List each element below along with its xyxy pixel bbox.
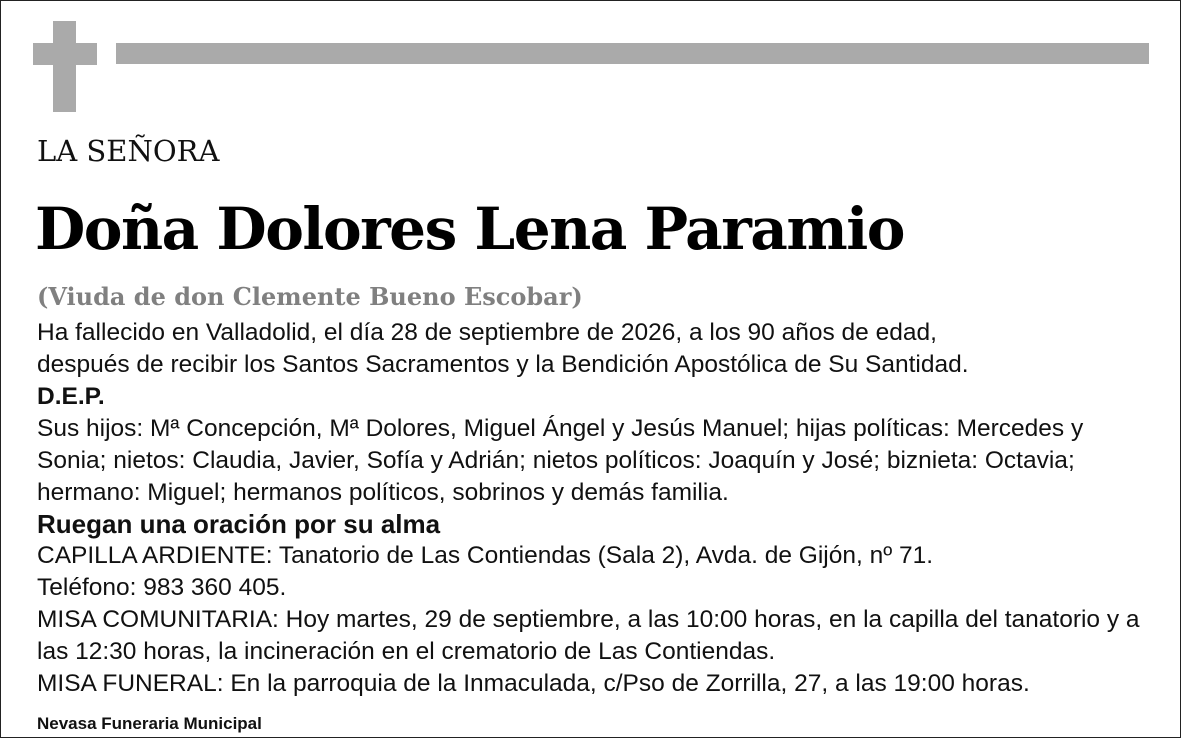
funeral-mass-info: MISA FUNERAL: En la parroquia de la Inmaculada, c/Pso de Zorrilla, 27, a las 19:00 horas. xyxy=(37,670,1030,697)
cross-vertical-bar xyxy=(53,21,76,112)
widow-of-line: (Viuda de don Clemente Bueno Escobar) xyxy=(37,282,583,311)
chapel-info: CAPILLA ARDIENTE: Tanatorio de Las Contiendas (Sala 2), Avda. de Gijón, nº 71. xyxy=(37,542,934,569)
notice-body xyxy=(37,317,1157,700)
deceased-name: Doña Dolores Lena Paramio xyxy=(35,195,904,263)
community-mass-info: MISA COMUNITARIA: Hoy martes, 29 de septiembre, a las 10:00 horas, en la capilla del tanatorio y a las 12:30 horas, la incineración en el crematorio de Las Contiendas. xyxy=(37,606,1140,665)
funeral-home-name: Nevasa Funeraria Municipal xyxy=(37,714,262,733)
dep-label: D.E.P. xyxy=(37,383,105,410)
death-announcement-line-1: Ha fallecido en Valladolid, el día 28 de septiembre de 2026, a los 90 años de edad, xyxy=(37,319,937,346)
header-rule xyxy=(116,43,1149,64)
family-list: Sus hijos: Mª Concepción, Mª Dolores, Miguel Ángel y Jesús Manuel; hijas políticas: Mercedes y Sonia; nietos: Claudia, Javier, Sofía y Adrián; nietos políticos: Joaquín y José; biznieta: Octavia; hermano: Miguel; hermanos políticos, sobrinos y demás familia. xyxy=(37,415,1084,506)
prayer-request: Ruegan una oración por su alma xyxy=(37,509,441,539)
cross-horizontal-bar xyxy=(33,43,97,65)
honorific: LA SEÑORA xyxy=(37,134,220,168)
phone-info: Teléfono: 983 360 405. xyxy=(37,574,287,601)
death-announcement-line-2: después de recibir los Santos Sacramentos y la Bendición Apostólica de Su Santidad. xyxy=(37,351,969,378)
